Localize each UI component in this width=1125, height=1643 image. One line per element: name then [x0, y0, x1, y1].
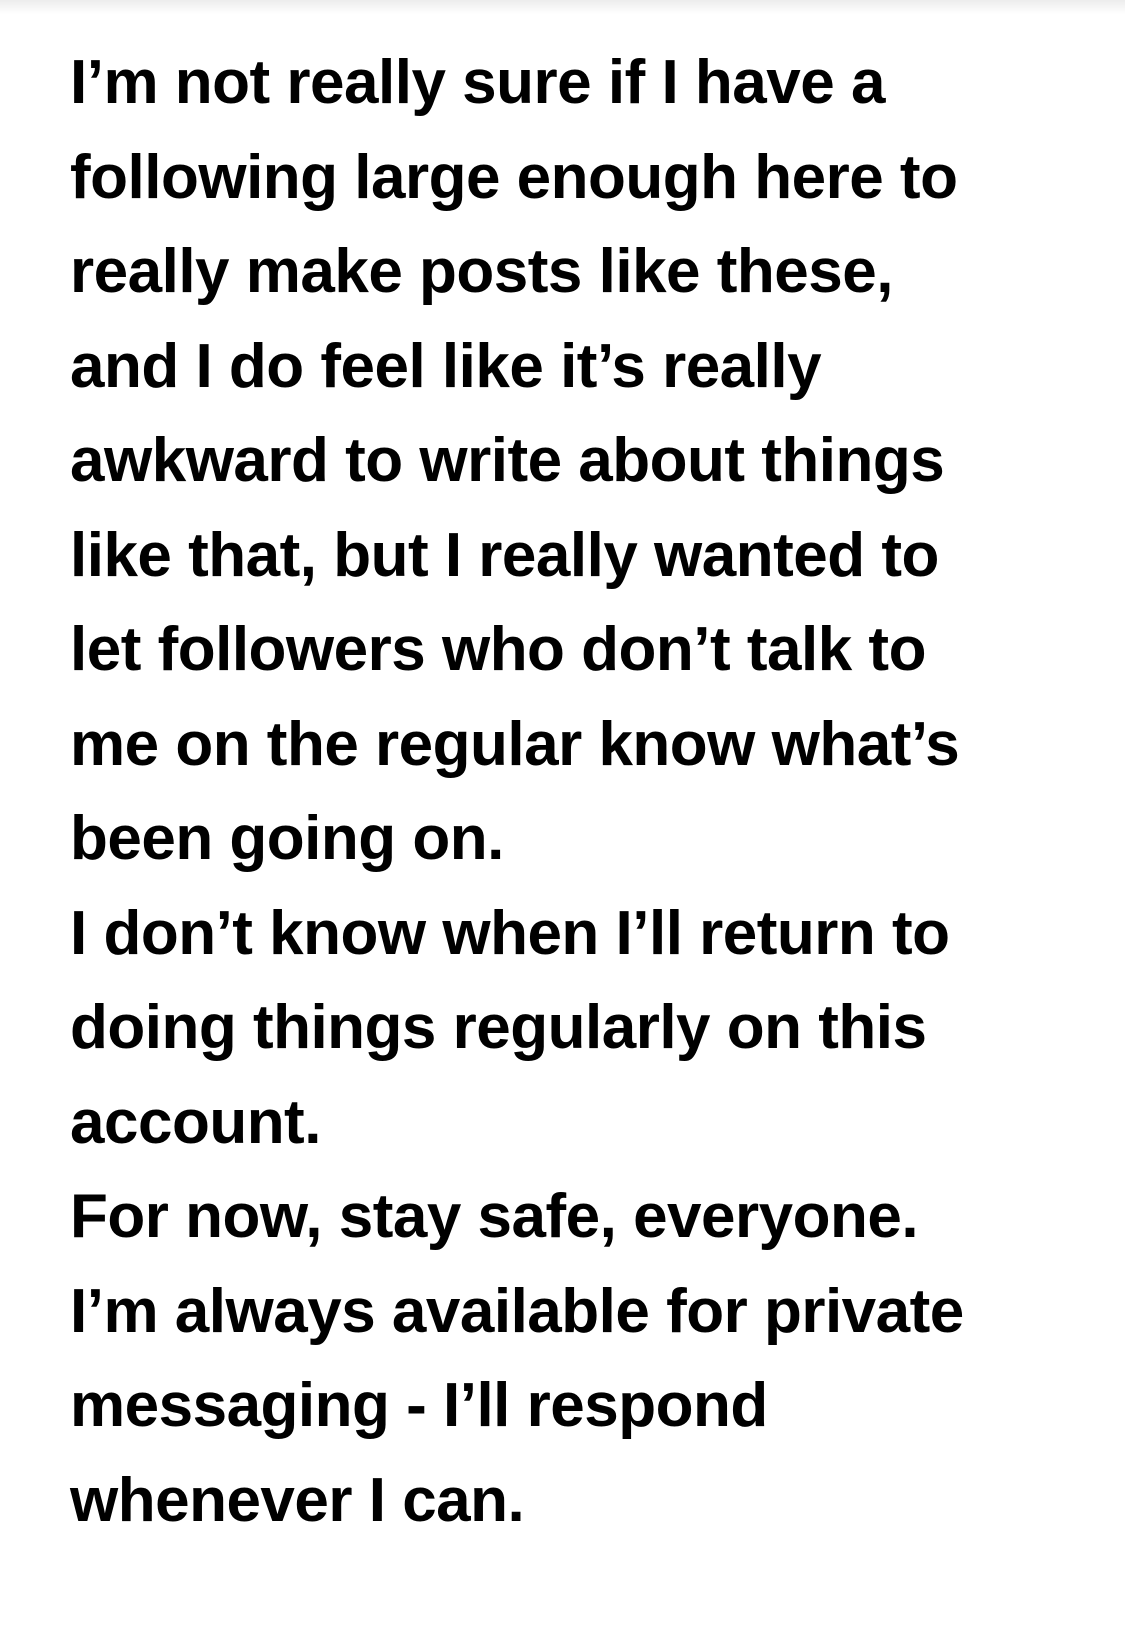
top-edge-shadow: [0, 0, 1125, 14]
note-line: account.: [70, 1087, 321, 1157]
note-line: me on the regular know what’s: [70, 709, 960, 779]
note-line: awkward to write about things: [70, 426, 945, 495]
note-line: been going on.: [70, 804, 504, 873]
note-line: let followers who don’t talk to: [70, 615, 926, 684]
note-line: I’m not really sure if I have a: [70, 48, 885, 117]
note-line: doing things regularly on this: [70, 993, 927, 1062]
note-line: I’m always available for private: [70, 1276, 964, 1346]
note-line: I don’t know when I’ll return to: [70, 898, 950, 968]
note-line: and I do feel like it’s really: [70, 331, 822, 401]
note-line: messaging - I’ll respond: [70, 1371, 768, 1440]
note-line: really make posts like these,: [70, 237, 893, 306]
note-text-body[interactable]: [70, 36, 1090, 1548]
note-line: For now, stay safe, everyone.: [70, 1182, 919, 1251]
note-line: whenever I can.: [70, 1465, 525, 1535]
note-line: like that, but I really wanted to: [70, 520, 939, 590]
note-line: following large enough here to: [70, 142, 958, 212]
